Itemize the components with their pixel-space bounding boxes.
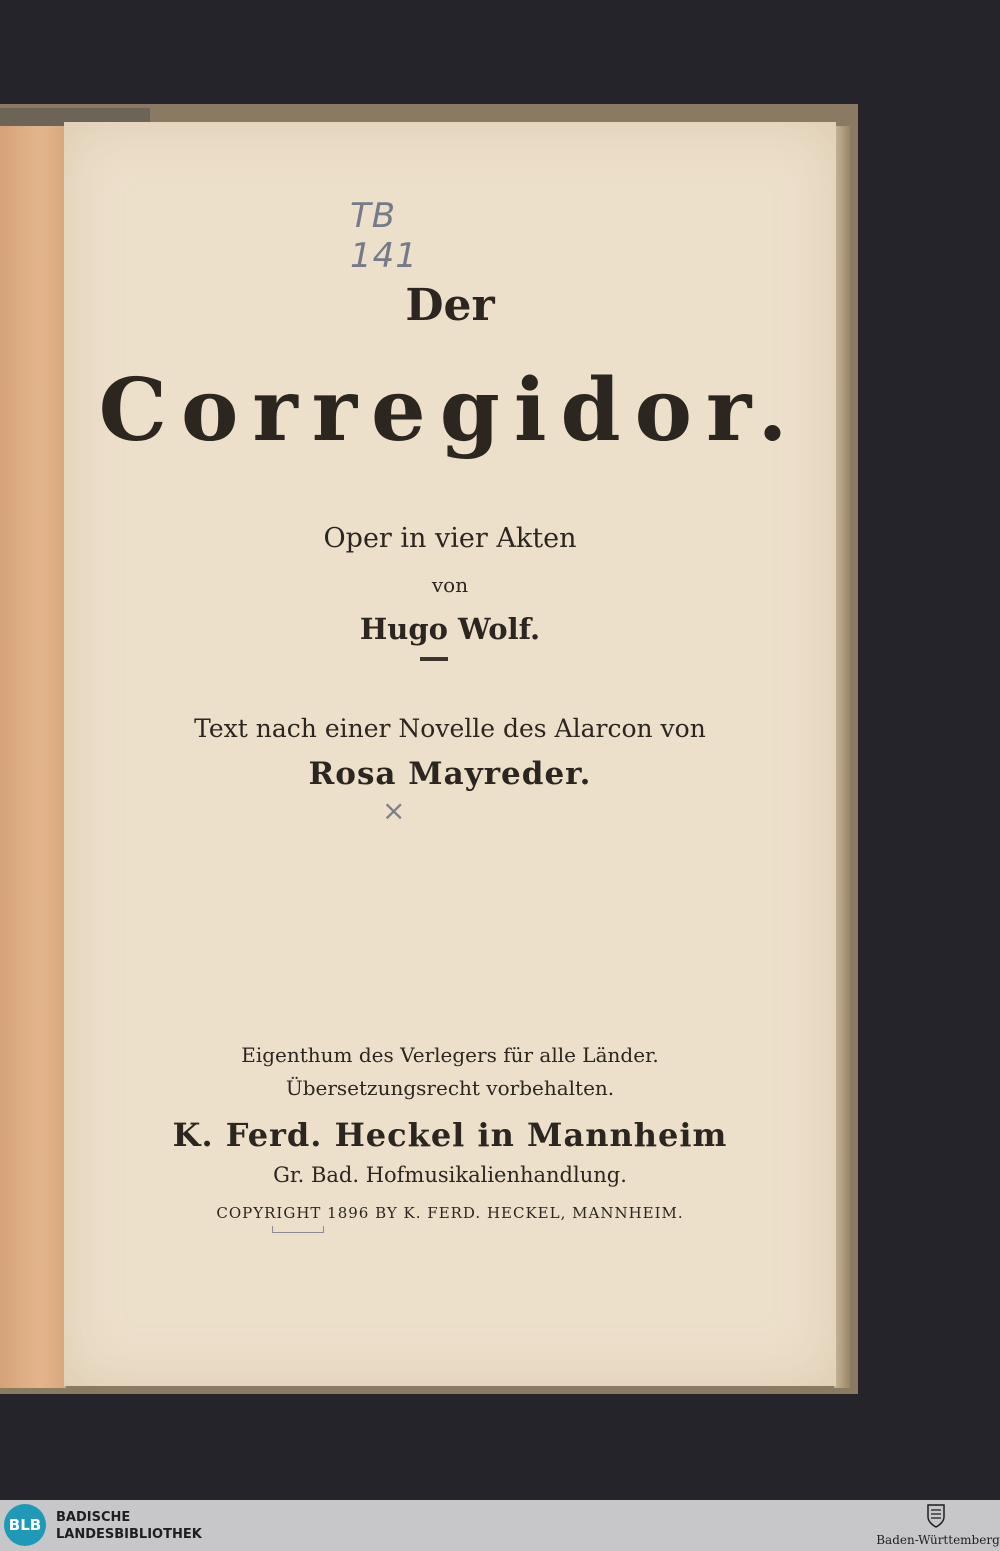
page-edge: [834, 126, 850, 1388]
state-label[interactable]: Baden-Württemberg: [876, 1533, 1000, 1547]
by-word: von: [431, 573, 469, 597]
publisher-subtitle: Gr. Bad. Hofmusikalienhandlung.: [273, 1163, 627, 1187]
year-annotation-mark: [272, 1226, 324, 1233]
librettist-name: Rosa Mayreder.: [308, 756, 592, 792]
page-title: Corregidor.: [98, 360, 802, 461]
rights-line-1: Eigenthum des Verlegers für alle Länder.: [241, 1043, 659, 1067]
text-credit: Text nach einer Novelle des Alarcon von: [194, 714, 706, 743]
rights-line-2: Übersetzungsrecht vorbehalten.: [285, 1076, 615, 1100]
shelfmark-annotation: TB 141: [350, 196, 418, 276]
state-crest-icon: [926, 1503, 946, 1529]
publisher-name: K. Ferd. Heckel in Mannheim: [172, 1116, 728, 1154]
title-article: Der: [405, 280, 495, 331]
library-name-line-1: BADISCHE: [56, 1510, 131, 1525]
divider: [420, 657, 448, 661]
pencil-cross-mark-icon: ×: [382, 794, 406, 827]
composer-name: Hugo Wolf.: [359, 612, 541, 646]
library-name[interactable]: [56, 1509, 202, 1543]
subtitle: Oper in vier Akten: [323, 523, 577, 554]
endpaper: [0, 126, 66, 1388]
blb-logo-icon[interactable]: BLB: [4, 1504, 46, 1546]
copyright-line: COPYRIGHT 1896 BY K. FERD. HECKEL, MANNHEIM.: [216, 1204, 684, 1222]
library-name-line-2: LANDESBIBLIOTHEK: [56, 1527, 202, 1542]
